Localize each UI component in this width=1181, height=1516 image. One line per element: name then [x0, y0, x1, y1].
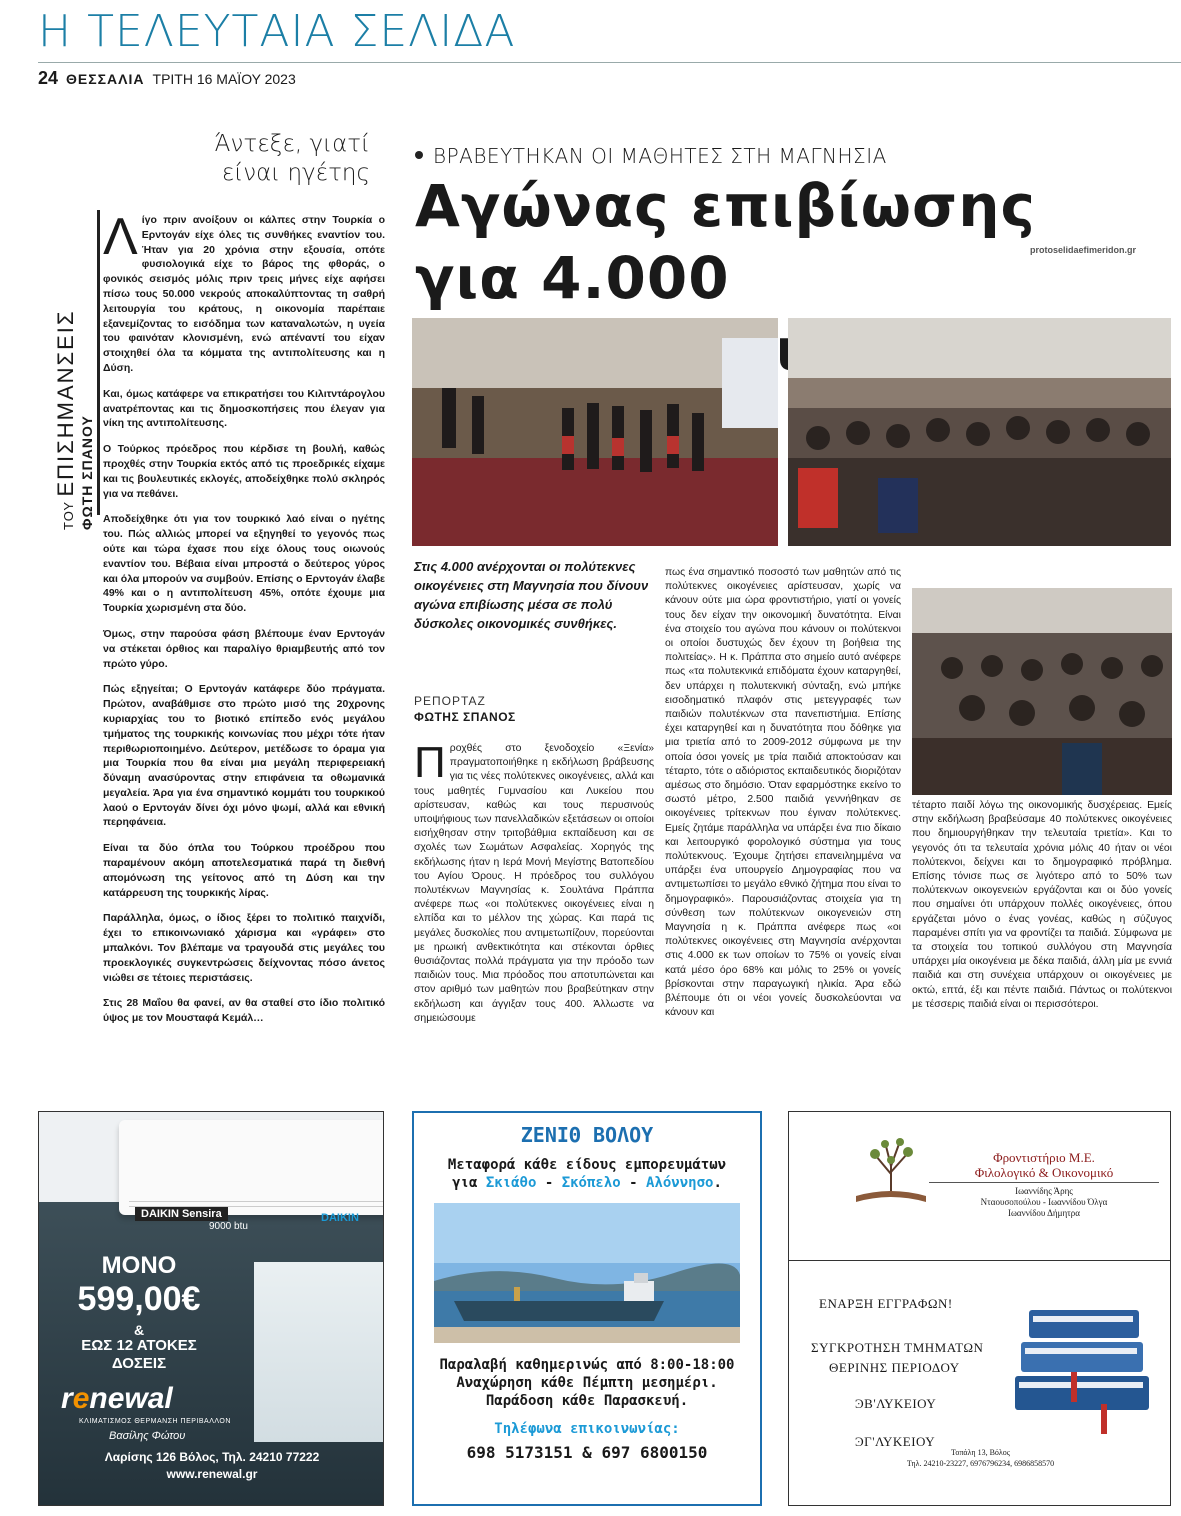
destination: Σκόπελο	[561, 1175, 621, 1191]
renewal-address: Λαρίσης 126 Βόλος, Τηλ. 24210 77222	[104, 1450, 320, 1464]
column-name: ΕΠΙΣΗΜΑΝΣΕΙΣ	[53, 309, 78, 497]
zenith-phones[interactable]: 698 5173151 & 697 6800150	[466, 1443, 708, 1462]
grade-label: Β'ΛΥΚΕΙΟΥ	[864, 1396, 937, 1411]
zenith-delivery: Παράδοση κάθε Παρασκευή.	[485, 1393, 689, 1409]
air-conditioner-image	[119, 1120, 384, 1215]
opinion-paragraph: Πώς εξηγείται; Ο Ερντογάν κατάφερε δύο πράγματα. Πρώτον, αναβάθμισε στο πρώτο μισό της 20χρονης κυριαρχίας του το βιοτικό επίπεδο ενός μεγάλου τμήματος της τουρκικής κοινωνίας που μέχρι τότε ήταν περιθωριοποιημένο. Δεύτερον, μετέδωσε το όραμα για μια Τουρκία που θα είναι μια μεγάλη περιφερειακή δύναμη ανασύροντας στην επιφάνεια τα οθωμανικά μεγαλεία. Άρα για ένα σημαντικό κομμάτι του τουρκικού λαού ο Ερντογάν δίνει όχι μόνο ψωμί, αλλά και εθνική περηφάνεια.	[103, 683, 385, 829]
zenith-line2	[414, 1175, 760, 1191]
opinion-paragraph: Αποδείχθηκε ότι για τον τουρκικό λαό είναι ο ηγέτης του. Πώς αλλιώς μπορεί να εξηγηθεί το γεγονός πως ούτε και τώρα έχασε που είχε όλους τους οιωνούς εναντίον του. Βέβαια είναι μπροστά ο δεύτερος γύρος και όλα μπορούν να συμβούν. Επίσης ο Ερντογάν έλαβε 49% και ο η αντιπολίτευση 45%, οπότε έχουμε μια Τουρκία χωρισμένη στα δύο.	[103, 513, 385, 615]
section-title: Η ΤΕΛΕΥΤΑΙΑ ΣΕΛΙΔΑ	[38, 6, 516, 57]
logo-part: r	[61, 1382, 73, 1415]
renewal-logo	[61, 1382, 173, 1416]
daikin-logo: DAIKIN	[321, 1212, 359, 1224]
checkmark-icon: Ͽ	[855, 1434, 865, 1449]
column-label	[47, 200, 97, 530]
opinion-title-line2: είναι ηγέτης	[221, 160, 370, 186]
renewal-tagline: ΚΛΙΜΑΤΙΣΜΟΣ ΘΕΡΜΑΝΣΗ ΠΕΡΙΒΑΛΛΟΝ	[79, 1418, 231, 1425]
header-rule	[38, 62, 1181, 63]
opinion-title	[100, 130, 370, 188]
article-kicker	[415, 144, 887, 168]
product-name: DAIKIN Sensira	[135, 1207, 228, 1221]
headline-line2: για 4.000	[415, 244, 730, 312]
article-text: πως ένα σημαντικό ποσοστό των μαθητών από τις πολύτεκνες οικογένειες αρίστευσαν, χωρίς να κάνουν ούτε μια ώρα φροντιστήριο, γιατί οι γονείς τους δεν είχαν την οικονομική δυνατότητα. Είναι ένα στοιχείο του αγώνα που κάνουν οι πολύτεκνοι οι οποίοι δυστυχώς δεν έχουν τη βοήθεια της πολιτείας». Η κ. Πράππα στο σημείο αυτό ανέφερε πως «τα πολυτεκνικά επιδόματα έχουν καταργηθεί, δεν υπάρχει η πολυτεκνική σύνταξη, ενώ μπήκε εισοδηματικό πλαφόν στις μετεγγραφές των παιδιών πολυτέκνων στα πανεπιστήμια. Επίσης έχει καταργηθεί και η δυνατότητα που δόθηκε για μια τριετία από το 2009-2012 σύμφωνα με την οποία όσοι γονείς με τρία παιδιά αποκτούσαν και τέταρτο, τότε ο αδιόριστος εκπαιδευτικός διοριζόταν αμέσως στο δημόσιο. Όταν εφαρμόστηκε εκείνο το σωστό μέτρο, 2.500 παιδιά γεννήθηκαν σε οικογένειες τρίτεκνων που έγιναν πολύτεκνες. Εμείς ζητάμε παράλληλα να υπάρξει ένα πιο δίκαιο και λειτουργικό φορολογικό σύστημα για τους πολύτεκνους. Έχουμε ζητήσει επανειλημμένα να υπάρξει ένα υπουργείο Δημογραφίας που να αντιμετωπίσει το μεγάλο εθνικό ζήτημα που είναι το δημογραφικό». Παρουσιάζοντας στοιχεία για τη σύνθεση των πολύτεκνων οικογενειών στη Μαγνησία η κ. Πράππα ανέφερε πως «οι πολύτεκνες οικογένειες στη Μαγνησία ανέρχονται στις 4.000 εκ των οποίων το 75% οι γονείς είναι κατά μέσο όρο 68% και μόλις το 25% οι γονείς βρίσκονται στην παραγωγική ηλικία. Άρα εδώ βλέπουμε ότι οι νέοι γονείς δυσκολεύονται να κάνουν και	[665, 567, 901, 1019]
zenith-name: ΖΕΝΙΘ ΒΟΛΟΥ	[520, 1123, 654, 1147]
checkmark-icon: Ͽ	[855, 1396, 865, 1411]
destination: Αλόννησο	[646, 1175, 714, 1191]
opinion-paragraph: ίγο πριν ανοίξουν οι κάλπες στην Τουρκία ο Ερντογάν είχε όλες τις συνθήκες εναντίον του. Ήταν για 20 χρόνια στην εξουσία, οπότε φυσιολογικά είχε το βάρος της φθοράς, ο φονικός σεισμός μόλις πριν τρεις μήνες είχε αφήσει πίσω τους 50.000 νεκρούς αποκαλύπτοντας τη σαθρή λειτουργία του κράτους, η οικονομία παρέπαιε εξανεμίζοντας το εισόδημα των καταναλωτών, η υγεία του φαινόταν κλονισμένη, ενώ απέναντί του είχαν στοιχηθεί όλα τα κόμματα της αντιπολίτευσης και η Δύση.	[103, 214, 385, 374]
logo-part: e	[72, 1382, 90, 1415]
zenith-pickup: Παραλαβή καθημερινώς από 8:00-18:00	[439, 1357, 735, 1373]
opinion-paragraph: Παράλληλα, όμως, ο ίδιος ξέρει το πολιτικό παιχνίδι, έχει το επικοινωνιακό χάρισμα και «γράφει» στο μπαλκόνι. Τον βλέπαμε να τραγουδά στις μεγάλες του προεκλογικές συγκεντρώσεις δείχνοντας πόσο άνετος νιώθει σε τέτοιες περιστάσεις.	[103, 912, 385, 984]
separator: -	[620, 1175, 647, 1191]
headline-line1: Αγώνας επιβίωσης	[415, 172, 1036, 240]
opinion-paragraph: Είναι τα δύο όπλα του Τούρκου προέδρου που παραμένουν ακόμη αποτελεσματικά παρά τη διεθνή απομόνωση της γείτονος από τη Δύση και την κατάρρευση της τουρκικής λίρας.	[103, 842, 385, 899]
article-text: ροχθές στο ξενοδοχείο «Ξενία» πραγματοποιήθηκε η εκδήλωση βράβευσης για τις νέες πολύτεκνες οικογένειες, αλλά και τους μαθητές Γυμνασίου και Λυκείου που αρίστευσαν, καθώς και τους περυσινούς υποψήφιους των πανελλαδικών εξετάσεων οι οποίοι εισήχθησαν στην τριτοβάθμια εκπαίδευση και σε σχολές των Σωμάτων Ασφαλείας. Χορηγός της εκδήλωσης ήταν η Ιερά Μονή Μεγίστης Βατοπεδίου του Αγίου Όρους. Η πρόεδρος του συλλόγου πολυτέκνων Μαγνησίας κ. Σουλτάνα Πράππα ανέφερε πως «οι πολύτεκνες οικογένειες είναι η ελπίδα και το μέλλον της χώρας. Και παρά τις μεγάλες δυσκολίες που αντιμετωπίζουν, πορεύονται με ηρωική ανθεκτικότητα και στέκονται όρθιες θυσιάζοντας πολλά πράγματα για την πρόοδο των παιδιών τους. Μια πρόοδος που αποτυπώνεται και στον αριθμό των μαθητών που βραβεύτηκαν στην εκδήλωση και άγγιξαν τους 400. Άλλωστε να σημειώσουμε	[414, 743, 654, 1024]
price-only: ΜΟΝΟ	[101, 1252, 177, 1279]
text: .	[713, 1175, 722, 1191]
summer-line2: ΘΕΡΙΝΗΣ ΠΕΡΙΟΔΟΥ	[829, 1360, 960, 1375]
column-bar	[97, 210, 100, 515]
kicker-text: ΒΡΑΒΕΥΤΗΚΑΝ ΟΙ ΜΑΘΗΤΕΣ ΣΤΗ ΜΑΓΝΗΣΙΑ	[433, 144, 887, 168]
opinion-dropcap: Λ	[103, 208, 138, 266]
folio	[38, 68, 296, 89]
room-image	[254, 1262, 384, 1442]
installments-line2: ΔΟΣΕΙΣ	[111, 1355, 167, 1372]
article-dropcap: Π	[414, 738, 446, 787]
grade-label: Γ'ΛΥΚΕΙΟΥ	[864, 1434, 936, 1449]
article-column-3	[912, 799, 1172, 1012]
zenith-phones-label: Τηλέφωνα επικοινωνίας:	[494, 1421, 680, 1437]
photo-caption: Στις 4.000 ανέρχονται οι πολύτεκνες οικογένειες στη Μαγνησία που δίνουν αγώνα επιβίωσης μέσα σε πολύ δύσκολες οικονομικές συνθήκες.	[414, 559, 649, 631]
reportage-label: ΡΕΠΟΡΤΑΖ	[414, 694, 486, 708]
staff-name: Ιωαννίδης Άρης	[1015, 1186, 1073, 1196]
ship-image	[434, 1203, 740, 1343]
books-icon	[1011, 1302, 1161, 1442]
article-column-1	[414, 738, 654, 1026]
summer-line1: ΣΥΓΚΡΟΤΗΣΗ ΤΜΗΜΑΤΩΝ	[811, 1340, 984, 1355]
renewal-website[interactable]: www.renewal.gr	[166, 1467, 258, 1481]
column-author: ΦΩΤΗ ΣΠΑΝΟΥ	[79, 415, 95, 530]
opinion-paragraph: Και, όμως κατάφερε να επικρατήσει του Κιλιτντάρογλου ανατρέποντας και τις δημοσκοπήσεις που έλεγαν για νίκη της αντιπολίτευσης.	[103, 387, 385, 430]
newspaper-name: ΘΕΣΣΑΛΙΑ	[66, 71, 145, 87]
destination: Σκιάθο	[485, 1175, 537, 1191]
photo-dancers	[412, 318, 778, 546]
renewal-owner: Βασίλης Φώτου	[109, 1430, 186, 1442]
opinion-body	[103, 208, 385, 1037]
tutoring-name-line1: Φροντιστήριο Μ.Ε.	[993, 1150, 1095, 1165]
tutoring-address: Τοπάλη 13, Βόλος	[951, 1448, 1010, 1457]
photo-credit: protoselidaefimeridon.gr	[1030, 245, 1137, 255]
installments-line1: ΕΩΣ 12 ΑΤΟΚΕΣ	[81, 1337, 197, 1354]
staff-name: Ιωαννίδου Δήμητρα	[1008, 1208, 1080, 1218]
zenith-line1: Μεταφορά κάθε είδους εμπορευμάτων	[447, 1157, 727, 1173]
separator: -	[536, 1175, 562, 1191]
opinion-title-line1: Άντεξε, γιατί	[214, 131, 370, 157]
ad-tutoring[interactable]	[788, 1111, 1171, 1506]
opinion-paragraph: Ο Τούρκος πρόεδρος που κέρδισε τη βουλή, καθώς προχθές στην Τουρκία εκτός από τις προεδρικές είχαμε και τις βουλευτικές εκλογές, αποδείχθηκε πολύ σκληρός για να πεθάνει.	[103, 443, 385, 500]
product-capacity: 9000 btu	[209, 1221, 248, 1232]
price: 599,00€	[77, 1280, 201, 1318]
divider	[929, 1182, 1159, 1183]
photo-audience	[788, 318, 1171, 546]
divider	[789, 1260, 1171, 1261]
book-tree-icon	[841, 1134, 941, 1206]
text: για	[452, 1175, 486, 1191]
staff-name: Νταουσοπούλου - Ιωαννίδου Όλγα	[980, 1197, 1108, 1207]
grade-b	[855, 1396, 936, 1412]
issue-date: ΤΡΙΤΗ 16 ΜΑΪΟΥ 2023	[152, 71, 296, 87]
page-number: 24	[38, 68, 59, 88]
article-author: ΦΩΤΗΣ ΣΠΑΝΟΣ	[414, 710, 516, 724]
ad-renewal[interactable]	[38, 1111, 384, 1506]
installments	[39, 1337, 239, 1373]
tutoring-name-line2: Φιλολογικό & Οικονομικό	[974, 1165, 1114, 1180]
ad-zenith[interactable]	[412, 1111, 762, 1506]
article-text: τέταρτο παιδί λόγω της οικονομικής δυσχέρειας. Εμείς στην εκδήλωση βραβεύσαμε 40 πολύτεκνες οικογένειες που δημιουργήθηκαν την τελευταία τριετία». Και το γεγονός ότι τα τελευταία χρόνια μόλις 40 ήταν οι νέοι πολύτεκνοι, δείχνει και το δημογραφικό πρόβλημα. Επίσης τόνισε πως σε λιγότερο από το 50% των πολύτεκνων οικογενειών εργάζονται και οι δύο γονείς που σημαίνει ότι υπάρχουν πολλές οικογένειες, όπου εργάζεται μόνο ο ένας γονέας, καθώς η σύζυγος παραμένει σπίτι για να φροντίζει τα παιδιά. Σύμφωνα με τα στοιχεία του τοπικού συλλόγου στη Μαγνησία υπάρχει μία οικογένεια με δέκα παιδιά, άλλη μία με εννιά παιδιά και στη συνέχεια υπάρχουν οι οικογένειες με οκτώ, επτά, έξι και πέντε παιδιά. Πάντως οι πολύτεκνοι με τέσσερις παιδιά είναι οι περισσότεροι.	[912, 800, 1172, 1010]
tutoring-name	[929, 1150, 1159, 1180]
enrollment-open: ΕΝΑΡΞΗ ΕΓΓΡΑΦΩΝ!	[819, 1296, 953, 1311]
article-column-2	[665, 566, 901, 1021]
zenith-departure: Αναχώρηση κάθε Πέμπτη μεσημέρι.	[456, 1375, 718, 1391]
bullet-icon	[415, 151, 423, 159]
logo-part: newal	[89, 1382, 173, 1415]
tutoring-staff	[929, 1186, 1159, 1219]
column-prefix: ΤΟΥ	[61, 501, 76, 530]
tutoring-phones[interactable]: Τηλ. 24210-23227, 6976796234, 6986858570	[906, 1459, 1055, 1468]
ampersand: &	[133, 1322, 145, 1338]
opinion-paragraph: Στις 28 Μαΐου θα φανεί, αν θα σταθεί στο ίδιο πολιτικό ύψος με τον Μουσταφά Κεμάλ…	[103, 997, 385, 1025]
photo-families	[912, 588, 1172, 795]
opinion-paragraph: Όμως, στην παρούσα φάση βλέπουμε έναν Ερντογάν να στέκεται όρθιος και παραλίγο θριαμβευτής από τον πρώτο γύρο.	[103, 627, 385, 670]
